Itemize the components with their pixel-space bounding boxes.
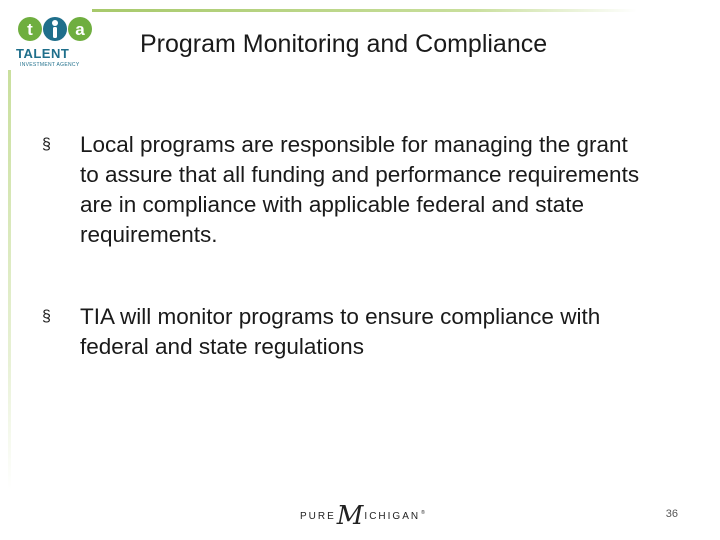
bullet-marker-icon: § — [42, 308, 51, 325]
slide-title: Program Monitoring and Compliance — [140, 30, 548, 58]
tia-logo-mark-icon — [18, 14, 92, 44]
footer-logo-tm: ® — [421, 510, 425, 516]
page-number: 36 — [665, 508, 678, 520]
logo-subtitle: INVESTMENT AGENCY — [20, 62, 80, 68]
pure-michigan-logo — [300, 501, 425, 531]
bullet-item — [42, 130, 652, 250]
bullet-text: Local programs are responsible for managing the grant to assure that all funding and performance requirements are in compliance with applicable federal and state requirements. — [80, 132, 640, 247]
left-decorative-rule — [8, 70, 11, 490]
footer-logo-pre: PURE — [300, 510, 336, 522]
top-decorative-rule — [92, 9, 637, 12]
tia-logo — [10, 10, 92, 68]
bullet-marker-icon: § — [42, 136, 51, 153]
bullet-item — [42, 302, 652, 362]
bullet-text: TIA will monitor programs to ensure compliance with federal and state regulations — [80, 304, 601, 359]
footer-logo-post: ICHIGAN — [364, 510, 421, 522]
svg-text:a: a — [75, 20, 85, 39]
bullet-list — [42, 130, 652, 362]
svg-text:t: t — [27, 20, 33, 39]
footer-logo-m: M — [336, 501, 364, 531]
logo-word: TALENT — [16, 46, 70, 61]
